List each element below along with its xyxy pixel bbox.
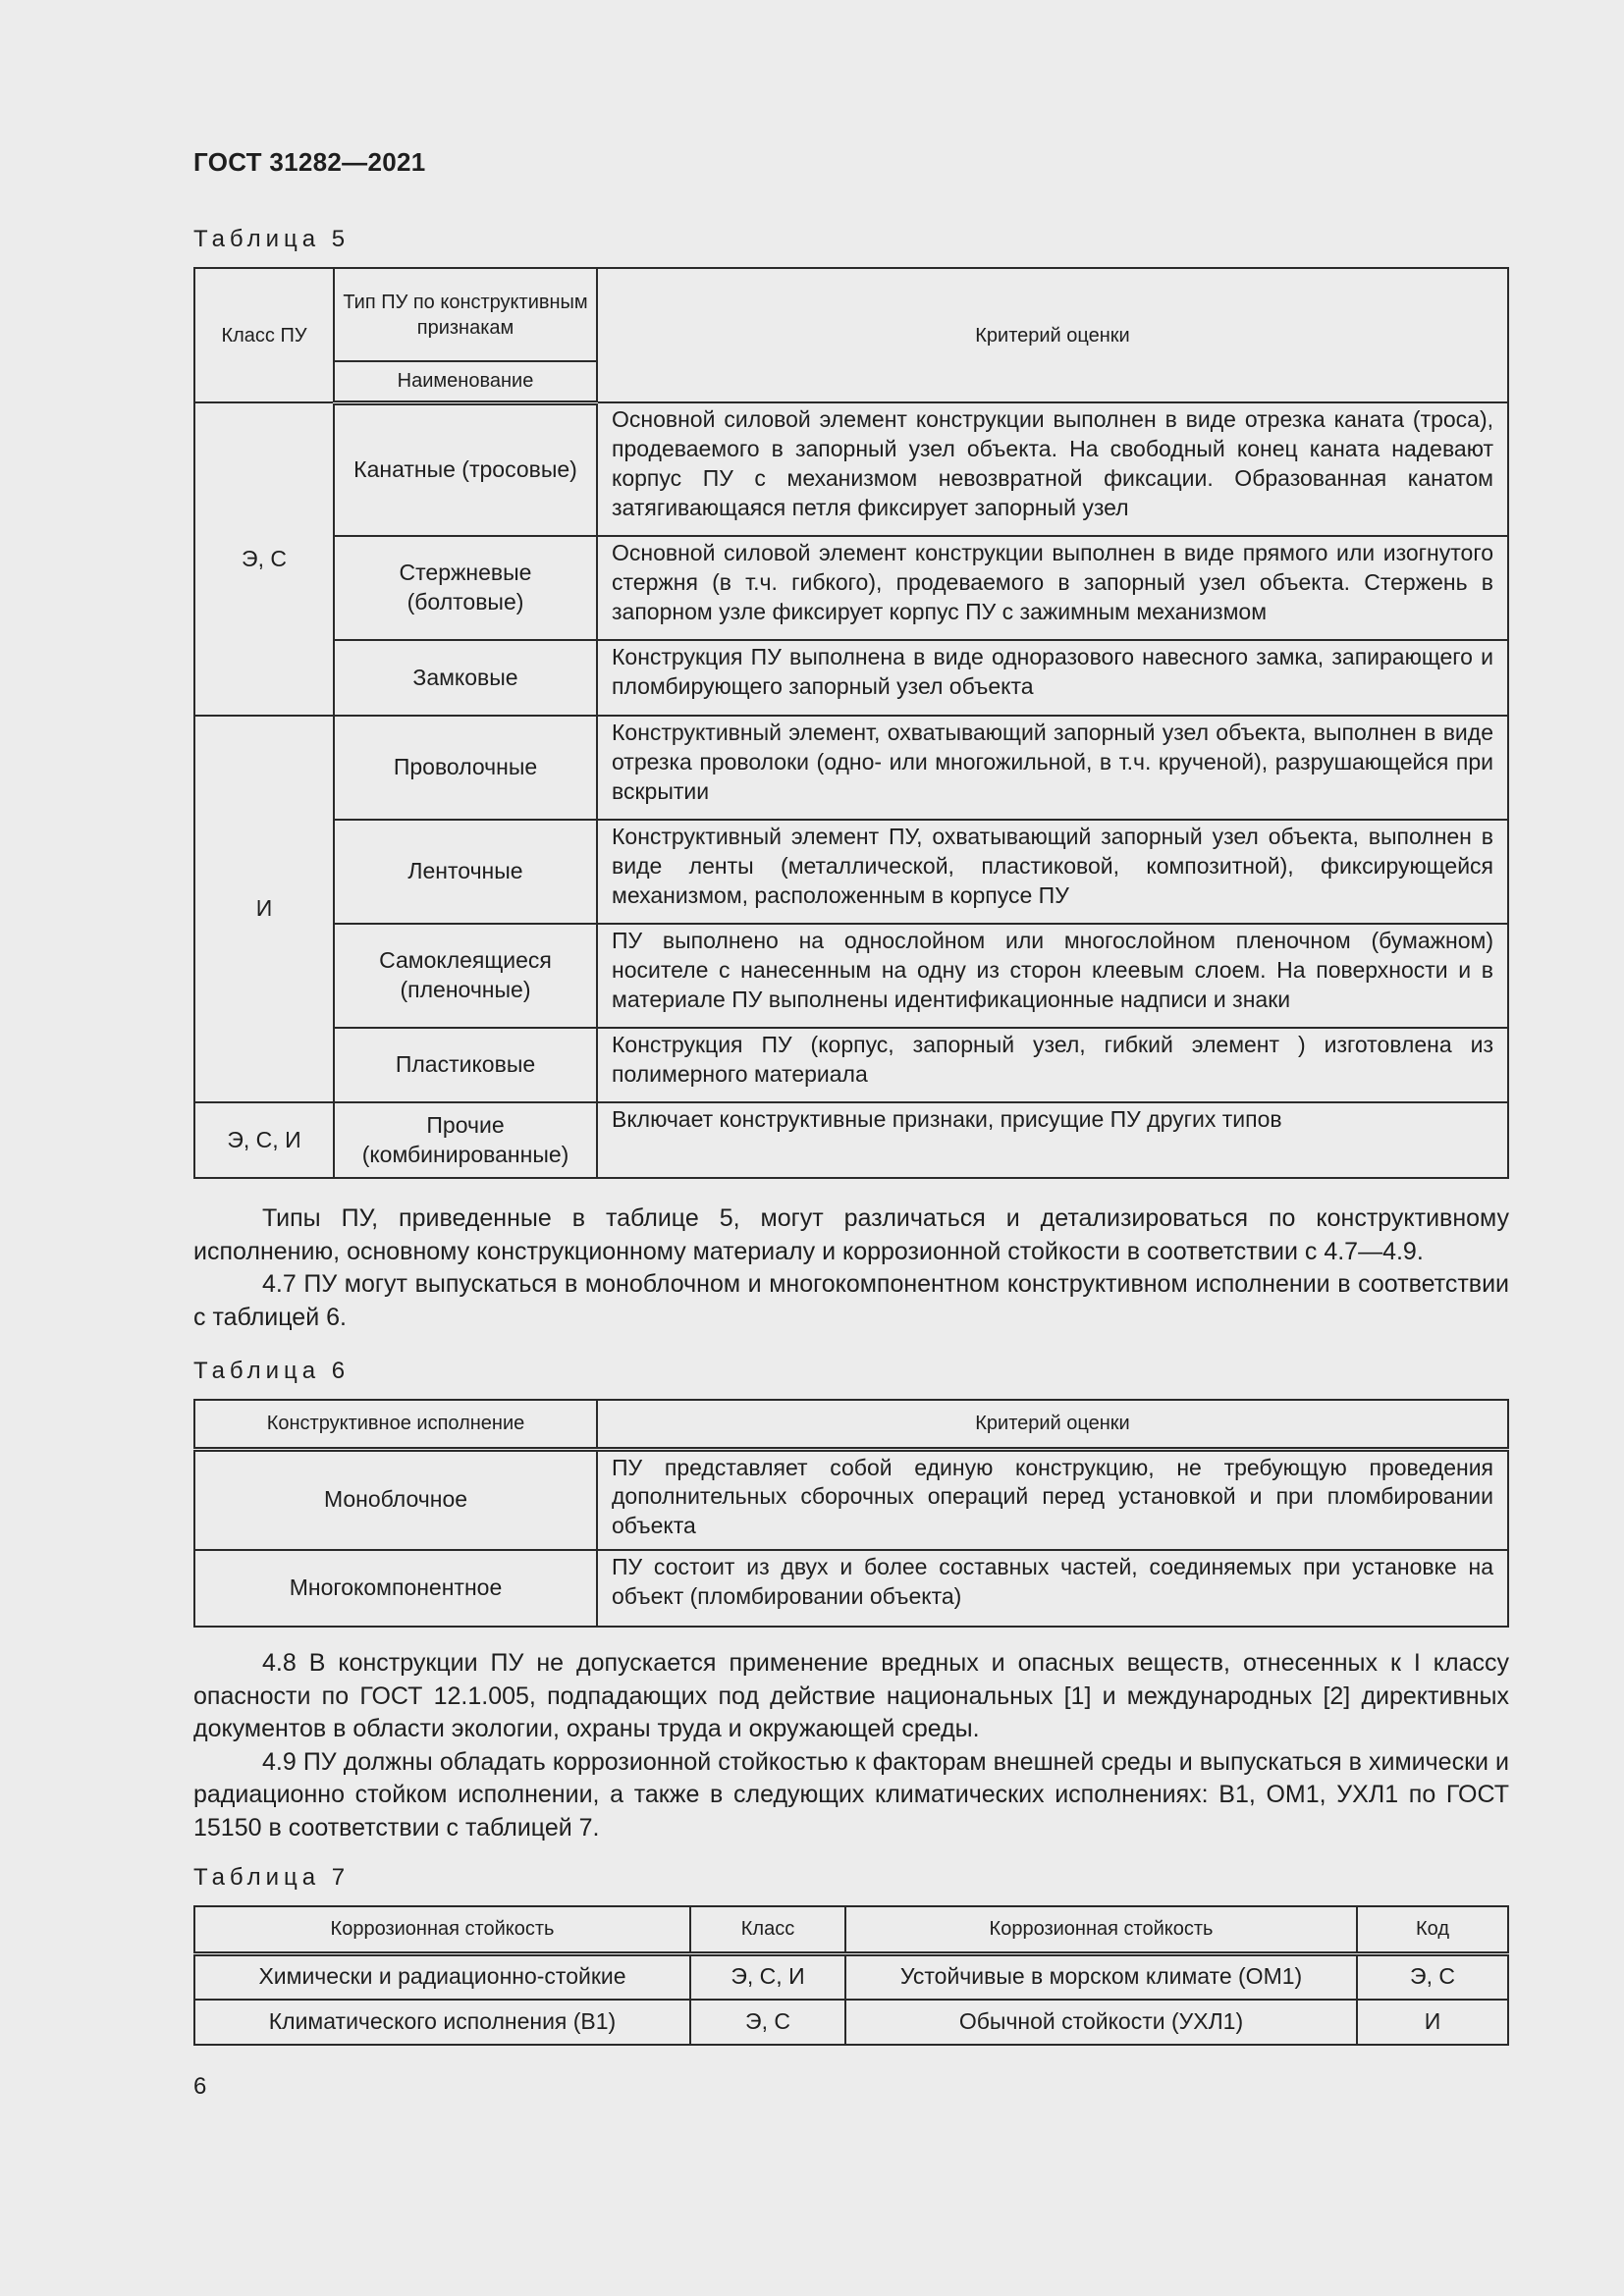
body-text-block-1 xyxy=(193,1202,1509,1334)
table7-cell: Устойчивые в морском климате (ОМ1) xyxy=(845,1953,1357,2000)
table6-criterion-cell: ПУ представляет собой единую конструкцию, не требующую проведения дополнительных сборочных операций перед установкой и при пломбировании объекта xyxy=(597,1449,1508,1550)
table5-type-cell: Ленточные xyxy=(334,820,597,924)
table5-header-type: Тип ПУ по конструктивным признакам xyxy=(334,268,597,361)
table7-header-cell: Коррозионная стойкость xyxy=(194,1906,690,1953)
table6 xyxy=(193,1399,1509,1628)
document-header: ГОСТ 31282—2021 xyxy=(193,147,426,177)
table5-criterion-cell: Конструктивный элемент, охватывающий запорный узел объекта, выполнен в виде отрезка проволоки (одно- или многожильной, в т.ч. крученой), разрушающейся при вскрытии xyxy=(597,716,1508,820)
table5-criterion-cell: Включает конструктивные признаки, присущие ПУ других типов xyxy=(597,1102,1508,1178)
table5-type-cell: Стержневые (болтовые) xyxy=(334,536,597,640)
table5-criterion-cell: Конструктивный элемент ПУ, охватывающий запорный узел объекта, выполнен в виде ленты (металлической, пластиковой, композитной), фиксирующейся механизмом, расположенным в корпусе ПУ xyxy=(597,820,1508,924)
table6-design-cell: Многокомпонентное xyxy=(194,1550,597,1627)
table6-header-criterion: Критерий оценки xyxy=(597,1400,1508,1449)
table5-header-criterion: Критерий оценки xyxy=(597,268,1508,402)
table5-type-cell: Самоклеящиеся (пленочные) xyxy=(334,924,597,1028)
table6-header-design: Конструктивное исполнение xyxy=(194,1400,597,1449)
table6-caption: Таблица 6 xyxy=(193,1358,351,1384)
table7-cell: Э, С, И xyxy=(690,1953,845,2000)
table7-cell: Э, С xyxy=(1357,1953,1508,2000)
paragraph: Типы ПУ, приведенные в таблице 5, могут различаться и детализироваться по конструктивному исполнению, основному конструкционному материалу и коррозионной стойкости в соответствии с 4.7—4.9. xyxy=(193,1204,1509,1265)
table5-criterion-cell: Основной силовой элемент конструкции выполнен в виде отрезка каната (троса), продеваемого в запорный узел объекта. На свободный конец каната надевают корпус ПУ с механизмом невозвратной фиксации. Образованная канатом затягивающаяся петля фиксирует запорный узел xyxy=(597,402,1508,536)
table5-criterion-cell: Конструкция ПУ выполнена в виде одноразового навесного замка, запирающего и пломбирующего запорный узел объекта xyxy=(597,640,1508,716)
table6-criterion-cell: ПУ состоит из двух и более составных частей, соединяемых при установке на объект (пломбировании объекта) xyxy=(597,1550,1508,1627)
table5-type-cell: Канатные (тросовые) xyxy=(334,402,597,536)
table5-header-type-sub: Наименование xyxy=(334,361,597,402)
paragraph: 4.9 ПУ должны обладать коррозионной стойкостью к факторам внешней среды и выпускаться в химически и радиационно стойком исполнении, а также в следующих климатических исполнениях: В1, ОМ1, УХЛ1 по ГОСТ 15150 в соответствии с таблицей 7. xyxy=(193,1747,1509,1842)
table5-caption: Таблица 5 xyxy=(193,226,351,252)
table7-cell: Э, С xyxy=(690,2000,845,2045)
table5-criterion-cell: Основной силовой элемент конструкции выполнен в виде прямого или изогнутого стержня (в т.ч. гибкого), продеваемого в запорный узел объекта. Стержень в запорном узле фиксирует корпус ПУ с зажимным механизмом xyxy=(597,536,1508,640)
table5-type-cell: Прочие (комбинированные) xyxy=(334,1102,597,1178)
table7-cell: Обычной стойкости (УХЛ1) xyxy=(845,2000,1357,2045)
table7-cell: Климатического исполнения (В1) xyxy=(194,2000,690,2045)
paragraph: 4.7 ПУ могут выпускаться в моноблочном и многокомпонентном конструктивном исполнении в соответствии с таблицей 6. xyxy=(193,1270,1509,1331)
table5-class-cell: Э, С xyxy=(194,402,334,716)
table5-type-cell: Замковые xyxy=(334,640,597,716)
table7-cell: И xyxy=(1357,2000,1508,2045)
table5-criterion-cell: ПУ выполнено на однослойном или многослойном пленочном (бумажном) носителе с нанесенным на одну из сторон клеевым слоем. На поверхности и в материале ПУ выполнены идентификационные надписи и знаки xyxy=(597,924,1508,1028)
table7-cell: Химически и радиационно-стойкие xyxy=(194,1953,690,2000)
paragraph: 4.8 В конструкции ПУ не допускается применение вредных и опасных веществ, отнесенных к I классу опасности по ГОСТ 12.1.005, подпадающих под действие национальных [1] и международных [2] директивных документов в области экологии, охраны труда и окружающей среды. xyxy=(193,1649,1509,1742)
table7-header-cell: Класс xyxy=(690,1906,845,1953)
table7-header-cell: Код xyxy=(1357,1906,1508,1953)
table5-class-cell: И xyxy=(194,716,334,1102)
table5-type-cell: Пластиковые xyxy=(334,1028,597,1102)
table7 xyxy=(193,1905,1509,2046)
table5-criterion-cell: Конструкция ПУ (корпус, запорный узел, гибкий элемент ) изготовлена из полимерного материала xyxy=(597,1028,1508,1102)
table7-header-cell: Коррозионная стойкость xyxy=(845,1906,1357,1953)
table5-header-class: Класс ПУ xyxy=(194,268,334,402)
body-text-block-2 xyxy=(193,1647,1509,1844)
page-number: 6 xyxy=(193,2073,207,2100)
table5-class-cell: Э, С, И xyxy=(194,1102,334,1178)
table5-type-cell: Проволочные xyxy=(334,716,597,820)
table7-caption: Таблица 7 xyxy=(193,1864,351,1891)
table6-design-cell: Моноблочное xyxy=(194,1449,597,1550)
table5 xyxy=(193,267,1509,1179)
